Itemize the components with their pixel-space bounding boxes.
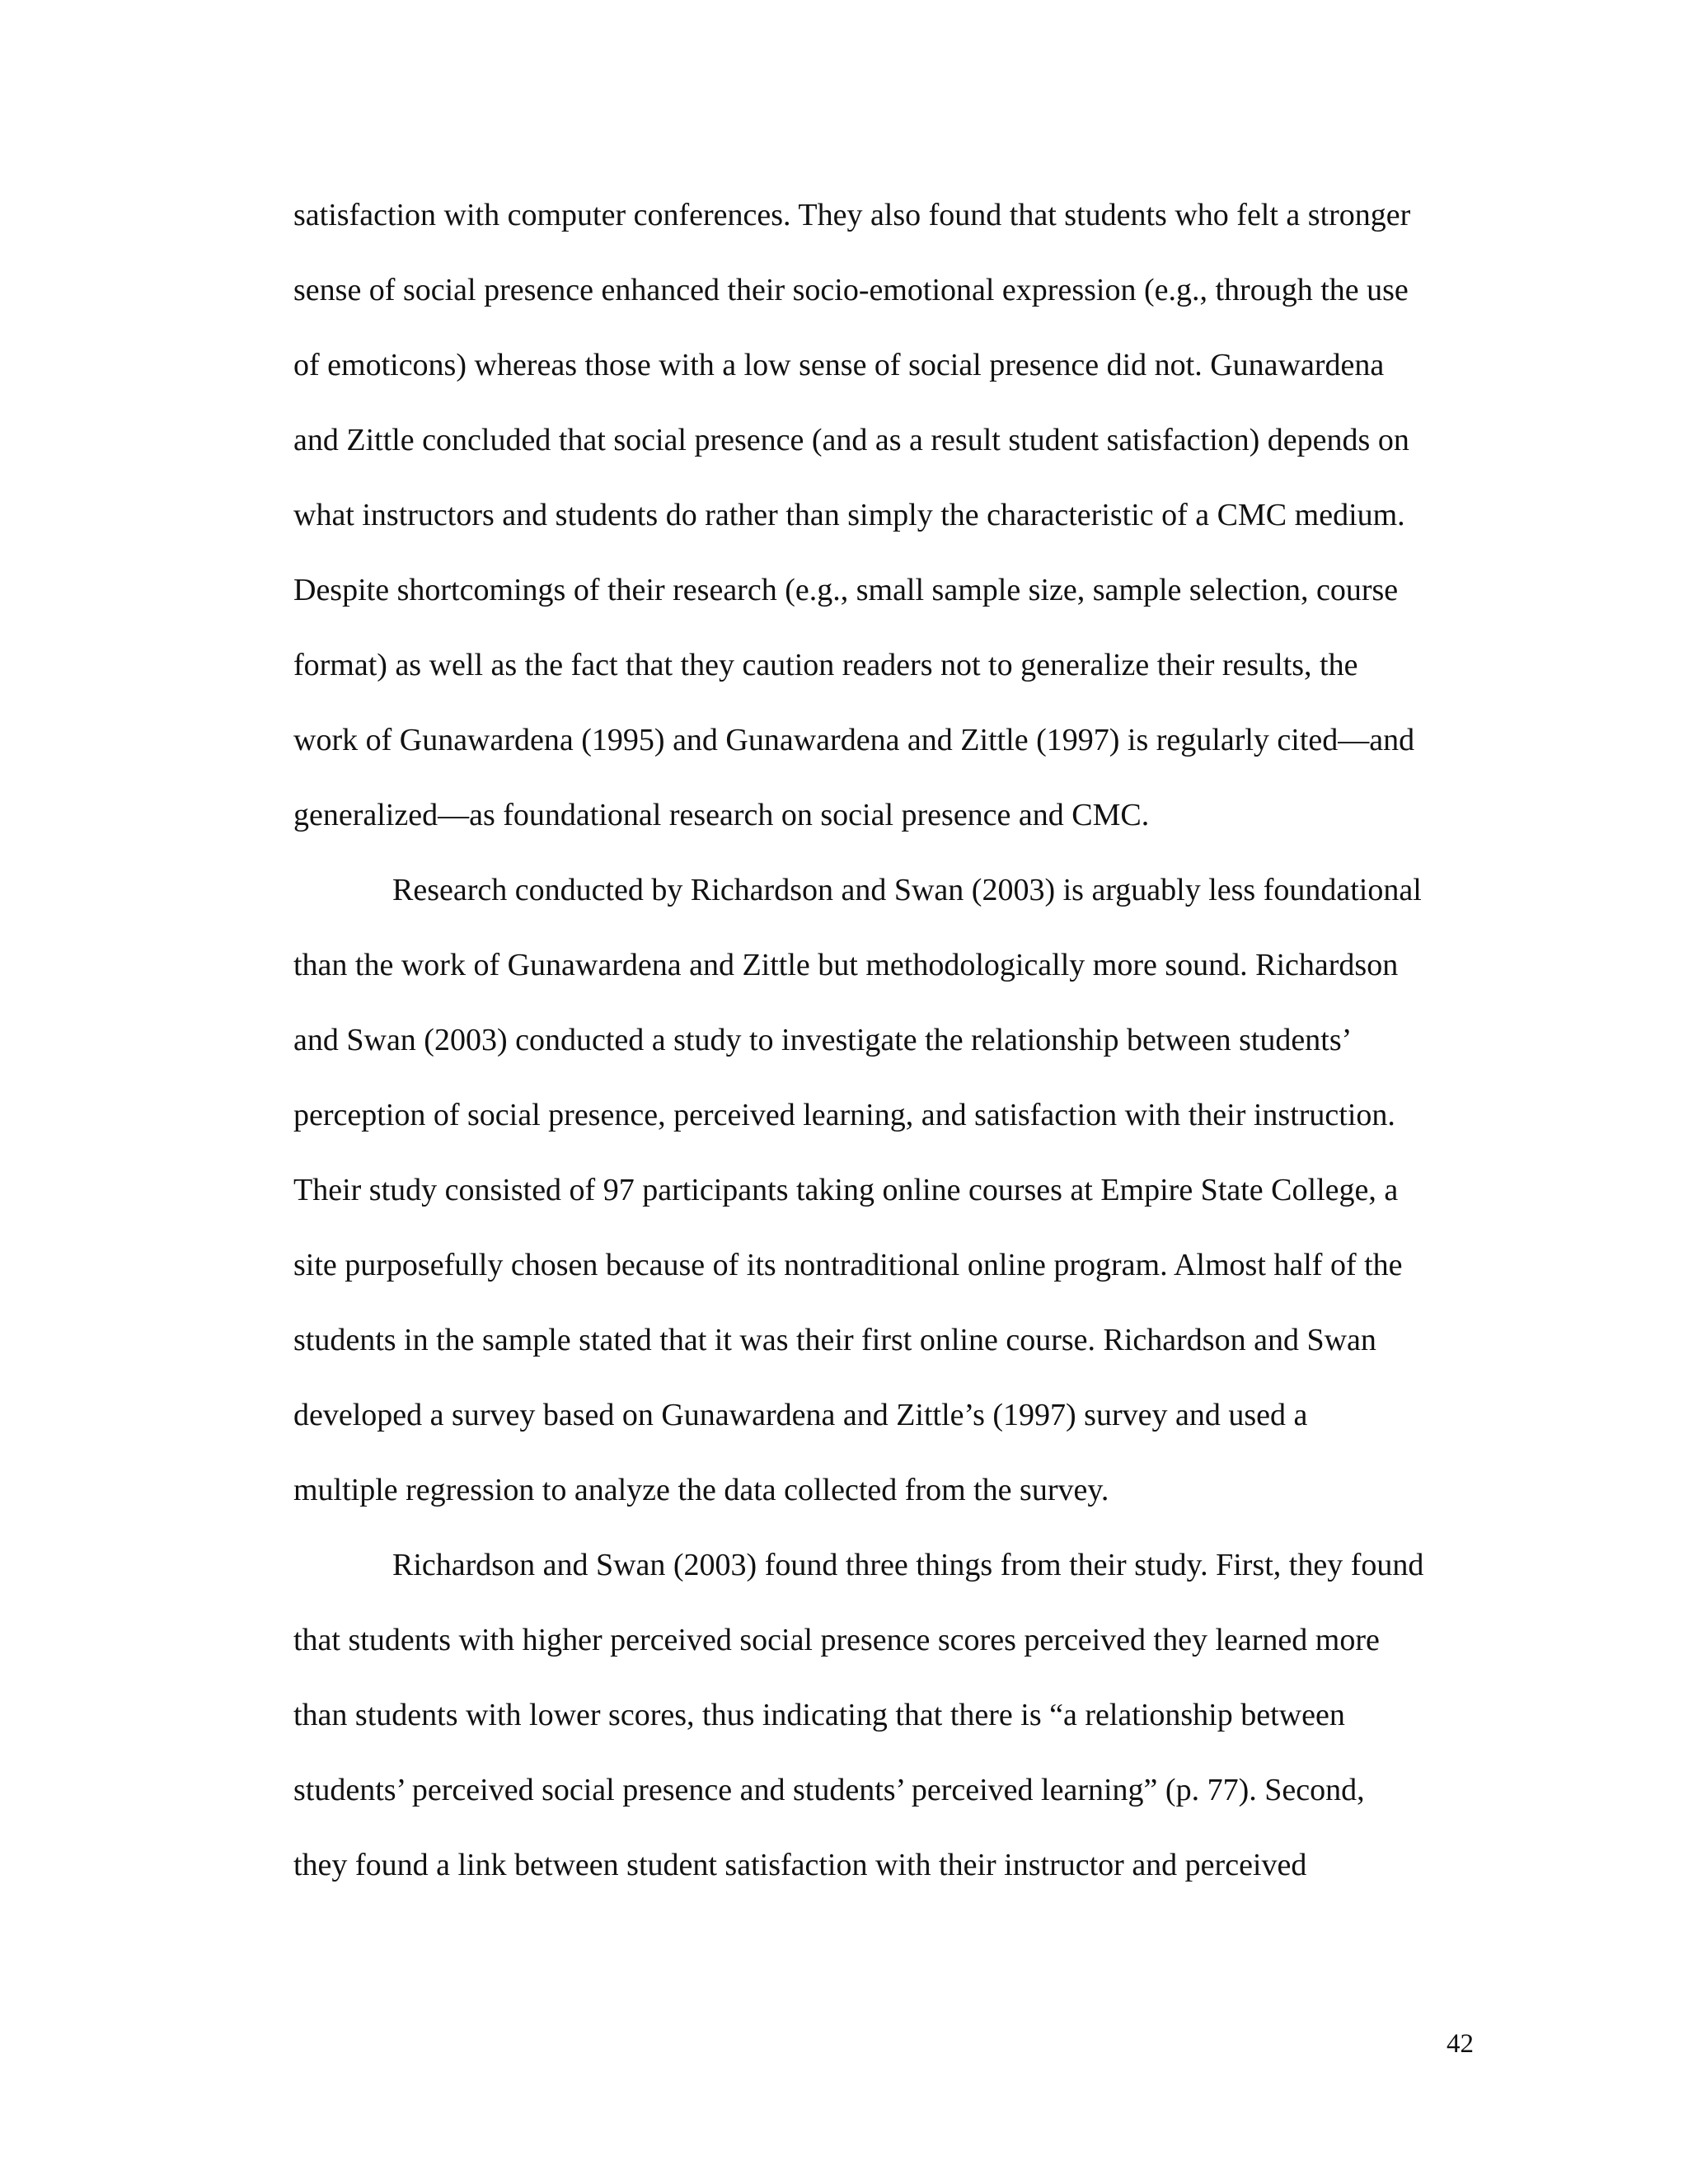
paragraph-first-line: Research conducted by Richardson and Swan (2003) is arguably less foundational	[392, 873, 1422, 907]
text-line: satisfaction with computer conferences. They also found that students who felt a stronger	[293, 198, 1411, 232]
text-line: multiple regression to analyze the data collected from the survey.	[293, 1473, 1109, 1507]
text-line: perception of social presence, perceived learning, and satisfaction with their instruction.	[293, 1098, 1395, 1132]
text-line: and Swan (2003) conducted a study to investigate the relationship between students’	[293, 1023, 1353, 1057]
text-line: they found a link between student satisfaction with their instructor and perceived	[293, 1848, 1307, 1882]
text-line: of emoticons) whereas those with a low sense of social presence did not. Gunawardena	[293, 348, 1385, 382]
text-line: Their study consisted of 97 participants taking online courses at Empire State College, a	[293, 1173, 1399, 1207]
text-line: that students with higher perceived social presence scores perceived they learned more	[293, 1623, 1380, 1657]
text-line: developed a survey based on Gunawardena and Zittle’s (1997) survey and used a	[293, 1398, 1308, 1432]
text-line: work of Gunawardena (1995) and Gunawardena and Zittle (1997) is regularly cited—and	[293, 723, 1415, 757]
text-line: Despite shortcomings of their research (e.g., small sample size, sample selection, course	[293, 573, 1399, 607]
text-line: format) as well as the fact that they caution readers not to generalize their results, the	[293, 648, 1358, 682]
text-line: than students with lower scores, thus indicating that there is “a relationship between	[293, 1698, 1345, 1732]
text-line: what instructors and students do rather than simply the characteristic of a CMC medium.	[293, 498, 1405, 532]
text-line: than the work of Gunawardena and Zittle but methodologically more sound. Richardson	[293, 948, 1399, 982]
text-line: students in the sample stated that it was their first online course. Richardson and Swan	[293, 1323, 1376, 1357]
page-number: 42	[1447, 2029, 1474, 2059]
paragraph-first-line: Richardson and Swan (2003) found three things from their study. First, they found	[392, 1548, 1424, 1582]
text-line: and Zittle concluded that social presence (and as a result student satisfaction) depends on	[293, 423, 1409, 457]
text-line: students’ perceived social presence and students’ perceived learning” (p. 77). Second,	[293, 1773, 1365, 1807]
text-line: generalized—as foundational research on social presence and CMC.	[293, 798, 1150, 832]
text-line: site purposefully chosen because of its nontraditional online program. Almost half of the	[293, 1248, 1403, 1282]
body-text	[293, 192, 1480, 1917]
text-line: sense of social presence enhanced their socio-emotional expression (e.g., through the use	[293, 273, 1409, 307]
